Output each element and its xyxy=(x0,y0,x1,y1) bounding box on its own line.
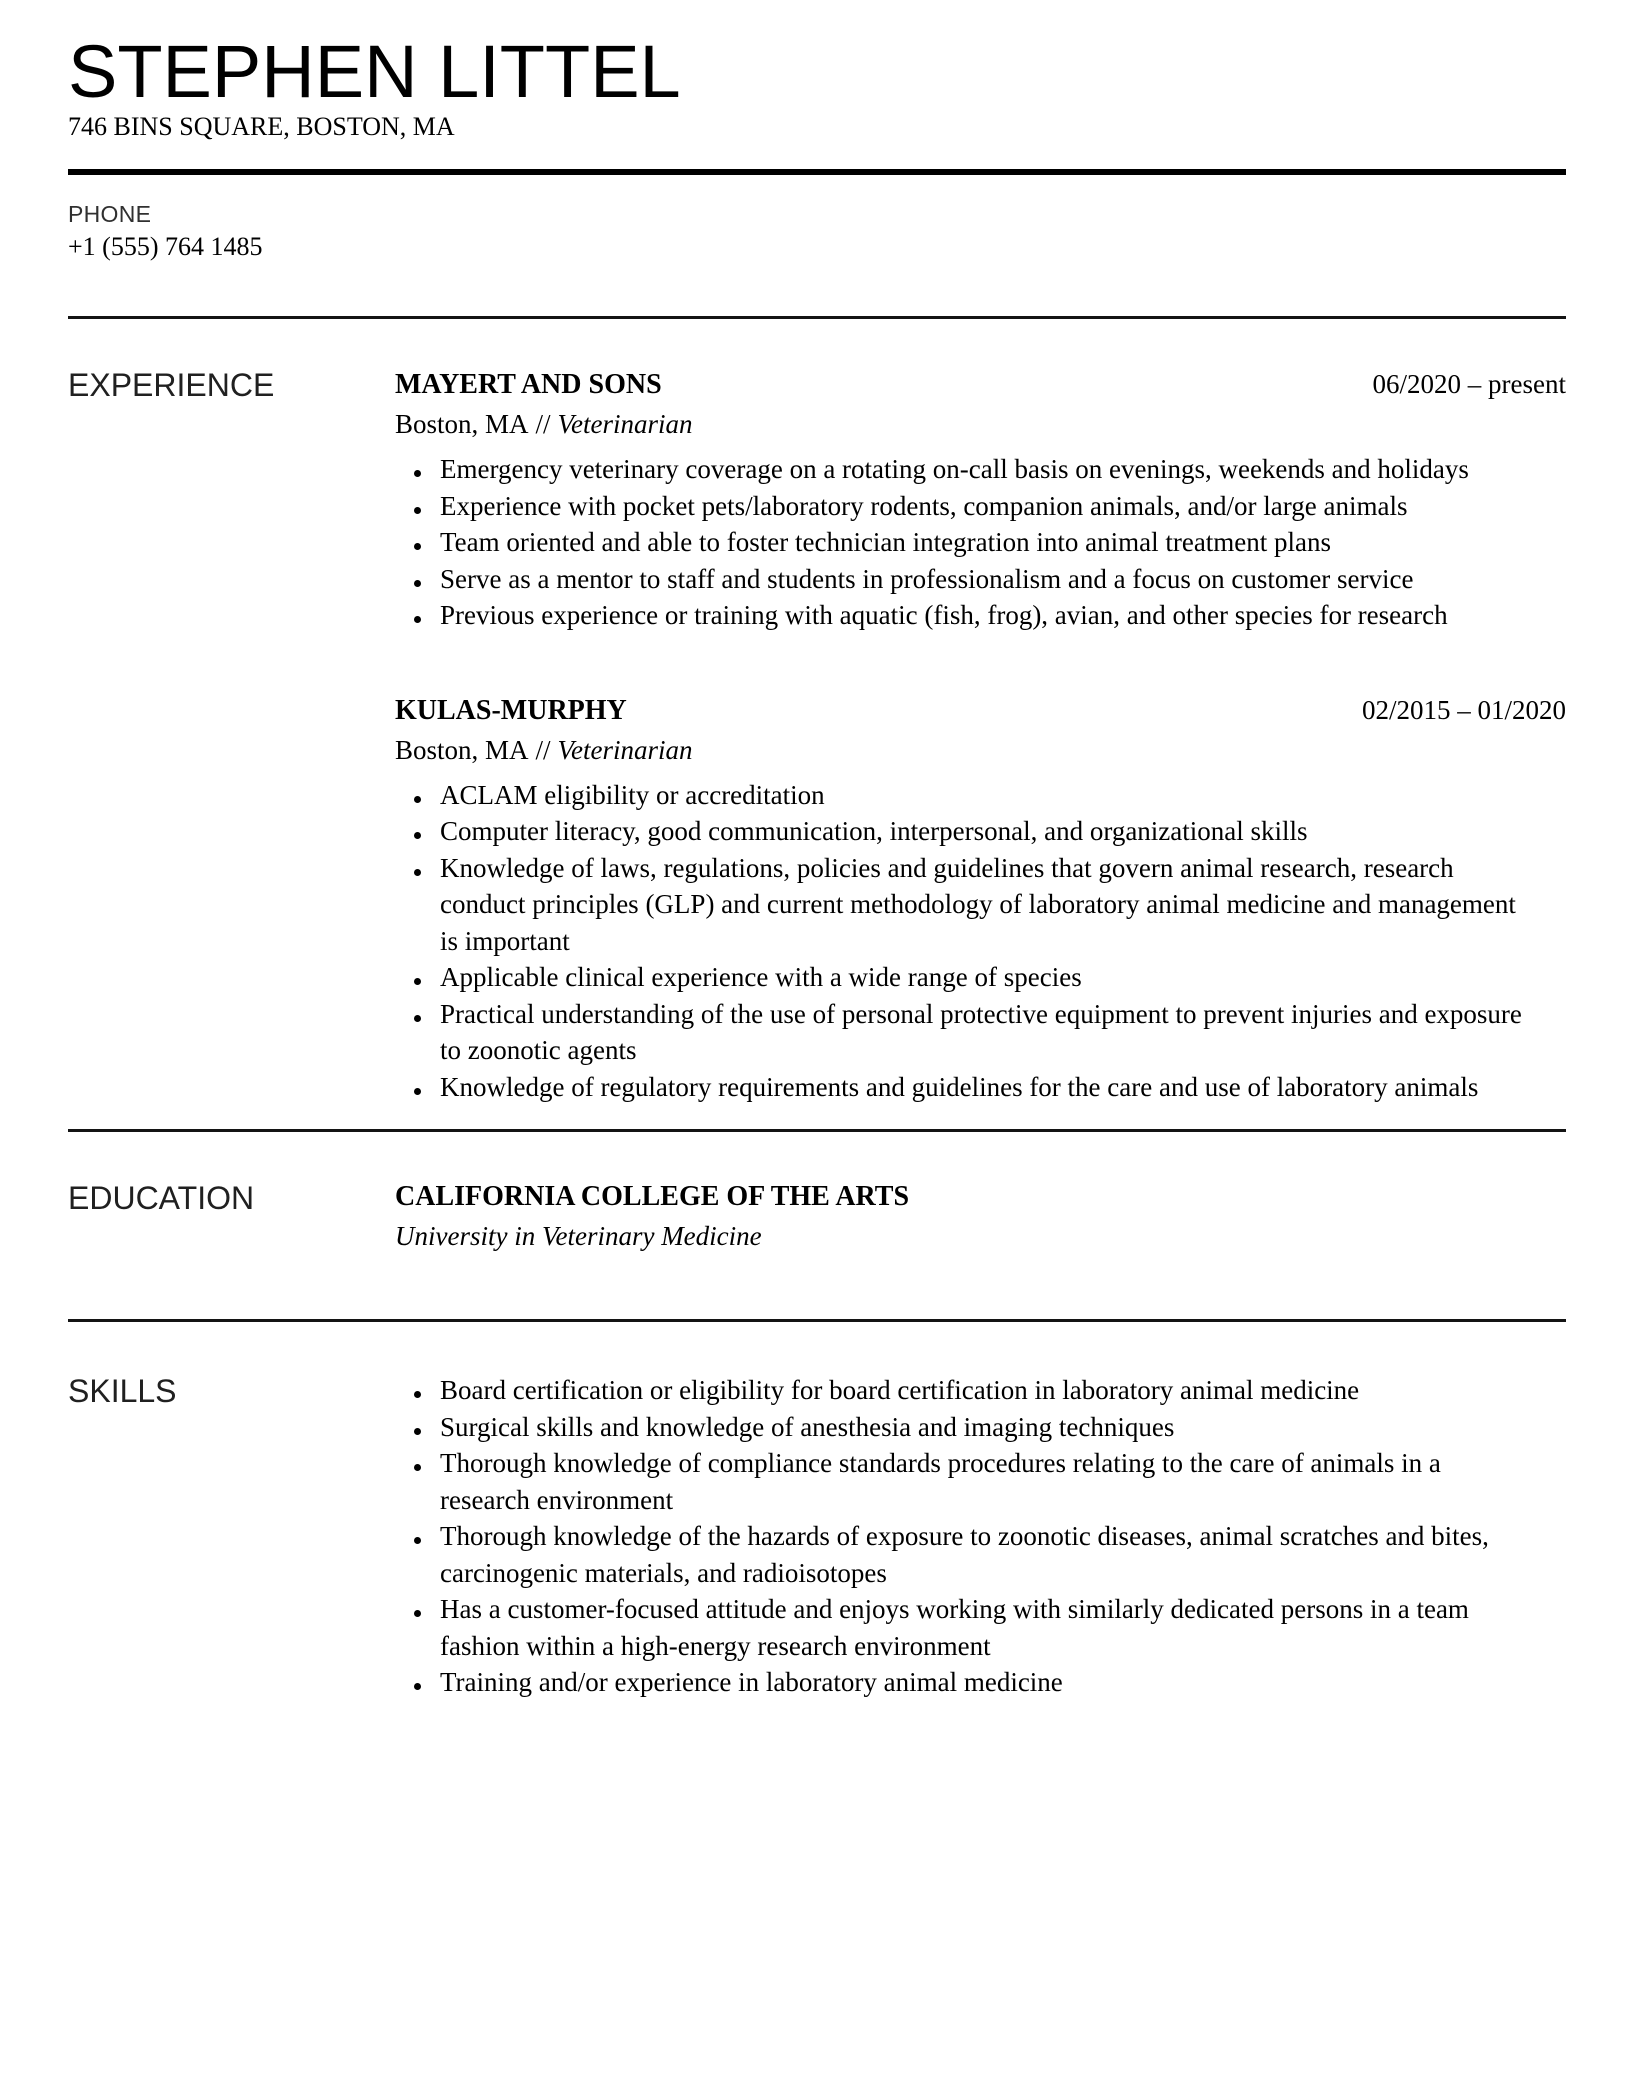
bullet-item: ACLAM eligibility or accreditation xyxy=(395,777,1523,814)
header-divider xyxy=(68,169,1566,175)
bullet-item: Experience with pocket pets/laboratory rodents, companion animals, and/or large animals xyxy=(395,488,1523,525)
section-divider xyxy=(68,316,1566,319)
job-subtitle xyxy=(395,732,1566,768)
degree: University in Veterinary Medicine xyxy=(395,1221,762,1251)
job-entry xyxy=(395,366,1566,634)
job-dates: 06/2020 – present xyxy=(1372,369,1566,399)
bullet-item: Training and/or experience in laboratory animal medicine xyxy=(395,1664,1523,1701)
bullet-item: Board certification or eligibility for board certification in laboratory animal medicine xyxy=(395,1372,1523,1409)
job-company: MAYERT AND SONS xyxy=(395,369,662,400)
contact-section xyxy=(68,202,1566,264)
education-section xyxy=(68,1179,1566,1254)
experience-section xyxy=(68,366,1566,1105)
bullet-item: Knowledge of laws, regulations, policies and guidelines that govern animal research, research conduct principles (GLP) and current methodology of laboratory animal medicine and management is important xyxy=(395,850,1523,960)
person-address: 746 BINS SQUARE, BOSTON, MA xyxy=(68,112,455,141)
job-header xyxy=(395,692,1566,729)
job-bullet-list xyxy=(395,451,1523,634)
bullet-item: Surgical skills and knowledge of anesthesia and imaging techniques xyxy=(395,1409,1523,1446)
education-content xyxy=(395,1179,1566,1254)
bullet-item: Thorough knowledge of the hazards of exposure to zoonotic diseases, animal scratches and bites, carcinogenic materials, and radioisotopes xyxy=(395,1518,1523,1591)
skills-content xyxy=(395,1372,1566,1701)
section-divider xyxy=(68,1319,1566,1322)
job-location: Boston, MA xyxy=(395,734,529,765)
job-entry xyxy=(395,692,1566,1106)
experience-content xyxy=(395,366,1566,1105)
bullet-item: Computer literacy, good communication, interpersonal, and organizational skills xyxy=(395,813,1523,850)
skills-section xyxy=(68,1372,1566,1701)
education-section-label: EDUCATION xyxy=(68,1180,255,1216)
header xyxy=(68,30,1566,143)
bullet-item: Applicable clinical experience with a wide range of species xyxy=(395,959,1523,996)
experience-section-label: EXPERIENCE xyxy=(68,367,275,403)
job-role: Veterinarian xyxy=(557,409,693,439)
phone-label: PHONE xyxy=(68,201,152,227)
job-separator: // xyxy=(535,409,551,439)
bullet-item: Thorough knowledge of compliance standards procedures relating to the care of animals in a research environment xyxy=(395,1445,1523,1518)
bullet-item: Previous experience or training with aquatic (fish, frog), avian, and other species for research xyxy=(395,597,1523,634)
bullet-item: Practical understanding of the use of personal protective equipment to prevent injuries and exposure to zoonotic agents xyxy=(395,996,1523,1069)
job-subtitle xyxy=(395,406,1566,442)
school-name: CALIFORNIA COLLEGE OF THE ARTS xyxy=(395,1181,910,1212)
job-location: Boston, MA xyxy=(395,409,529,439)
bullet-item: Has a customer-focused attitude and enjoys working with similarly dedicated persons in a team fashion within a high-energy research environment xyxy=(395,1591,1523,1664)
job-separator: // xyxy=(535,734,551,765)
bullet-item: Emergency veterinary coverage on a rotating on-call basis on evenings, weekends and holidays xyxy=(395,451,1523,488)
section-divider xyxy=(68,1129,1566,1132)
bullet-item: Knowledge of regulatory requirements and guidelines for the care and use of laboratory animals xyxy=(395,1069,1523,1106)
job-bullet-list xyxy=(395,777,1523,1106)
phone-value: +1 (555) 764 1485 xyxy=(68,232,263,261)
job-role: Veterinarian xyxy=(557,734,693,765)
job-company: KULAS-MURPHY xyxy=(395,694,627,726)
job-header xyxy=(395,366,1566,403)
bullet-item: Team oriented and able to foster technician integration into animal treatment plans xyxy=(395,524,1523,561)
bullet-item: Serve as a mentor to staff and students in professionalism and a focus on customer service xyxy=(395,561,1523,598)
person-name: STEPHEN LITTEL xyxy=(68,30,681,113)
job-dates: 02/2015 – 01/2020 xyxy=(1361,694,1566,725)
skills-bullet-list xyxy=(395,1372,1523,1701)
skills-section-label: SKILLS xyxy=(68,1373,177,1409)
